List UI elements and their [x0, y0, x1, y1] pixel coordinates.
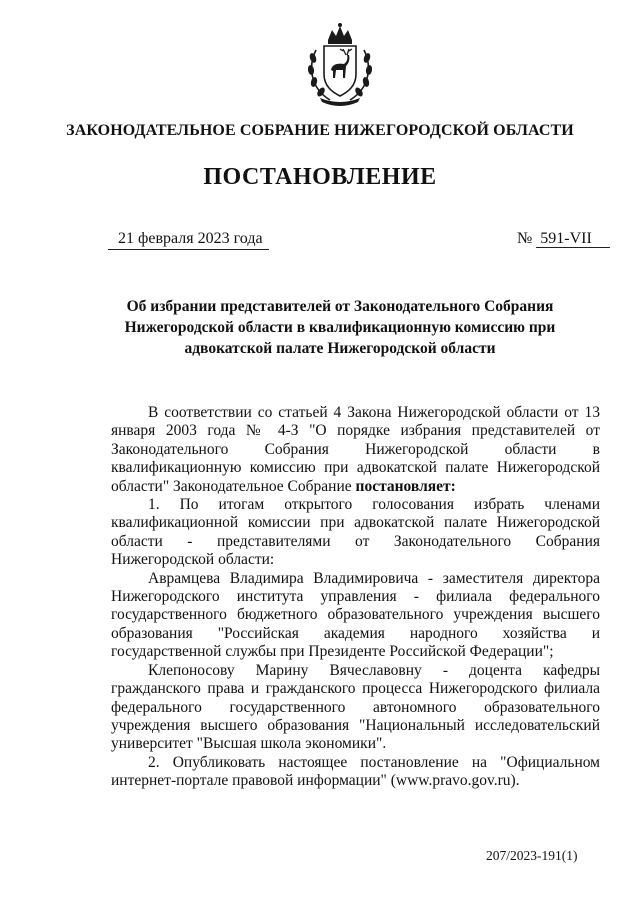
number-prefix: № — [517, 230, 533, 247]
document-date: 21 февраля 2023 года — [108, 229, 269, 250]
document-type: ПОСТАНОВЛЕНИЕ — [203, 164, 437, 190]
coat-of-arms-icon — [302, 22, 378, 106]
item-2-paragraph: 2. Опубликовать настоящее постановление на "Официальном интернет-портале правовой информации" (www.pravo.gov.ru). — [111, 753, 600, 790]
document-title: Об избрании представителей от Законодательного Собрания Нижегородской области в квалификационную комиссию при адвокатской палате Нижегородской области — [124, 298, 556, 357]
member-2-paragraph: Клепоносову Марину Вячеславовну - доцента кафедры гражданского права и гражданского процесса Нижегородского филиала федерального государственного автономного образовательного учреждения высшего образования "Национальный исследовательский университет "Высшая школа экономики". — [111, 661, 600, 753]
item-1-paragraph: 1. По итогам открытого голосования избрать членами квалификационной комиссии при адвокатской палате Нижегородской области - представителями от Законодательного Собрания Нижегородской области: — [111, 496, 600, 569]
preamble-text: В соответствии со статьей 4 Закона Нижегородской области от 13 января 2003 года № 4-З "О порядке избрания представителей от Законодательного Собрания Нижегородской области в квалификационную комиссию при адвокатской палате Нижегородской области" Законодательное Собрание — [111, 404, 600, 495]
member-1-paragraph: Аврамцева Владимира Владимировича - заместителя директора Нижегородского института управления - филиала федерального государственного бюджетного образовательного учреждения высшего образования "Российская академия народного хозяйства и государственной службы при Президенте Российской Федерации"; — [111, 569, 600, 661]
number-value: 591-VII — [536, 230, 610, 248]
document-code: 207/2023-191(1) — [486, 848, 578, 863]
preamble-paragraph — [111, 404, 600, 496]
organization-name: ЗАКОНОДАТЕЛЬНОЕ СОБРАНИЕ НИЖЕГОРОДСКОЙ ОБЛАСТИ — [66, 122, 574, 139]
document-number — [517, 229, 610, 249]
preamble-decision: постановляет: — [355, 477, 456, 495]
document-body — [111, 404, 600, 791]
